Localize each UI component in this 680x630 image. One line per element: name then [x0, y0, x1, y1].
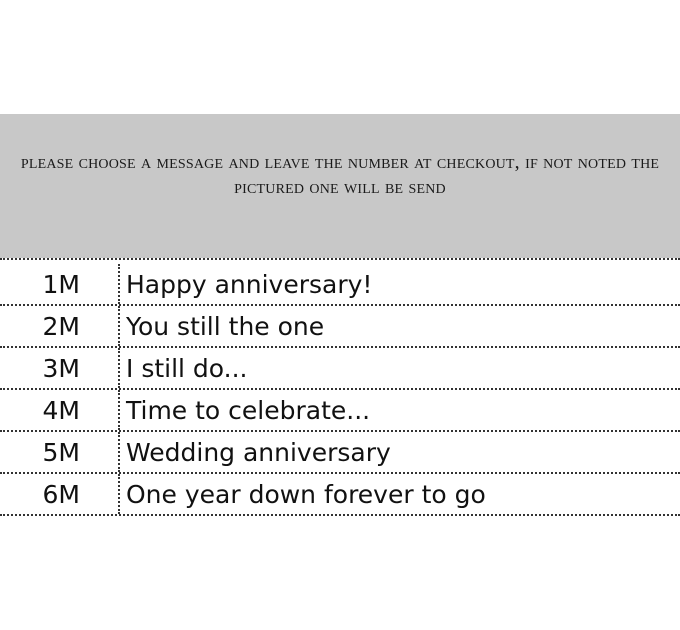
message-row	[0, 348, 680, 390]
message-text: Happy anniversary!	[126, 269, 373, 299]
message-text: One year down forever to go	[126, 479, 486, 509]
message-row	[0, 306, 680, 348]
message-text: Time to celebrate...	[126, 395, 371, 425]
instruction-text: please choose a message and leave the number at checkout, if not noted the pictured one will be send	[20, 151, 660, 198]
message-list	[0, 258, 680, 516]
message-text: You still the one	[126, 311, 325, 341]
instruction-header	[0, 114, 680, 258]
message-options-card	[0, 114, 680, 516]
message-code: 4M	[0, 390, 120, 430]
message-code: 2M	[0, 306, 120, 346]
message-row	[0, 264, 680, 306]
message-code: 3M	[0, 348, 120, 388]
message-row	[0, 432, 680, 474]
message-code: 1M	[0, 264, 120, 304]
message-code: 5M	[0, 432, 120, 472]
message-row	[0, 474, 680, 516]
message-code: 6M	[0, 474, 120, 514]
message-row	[0, 390, 680, 432]
message-text: I still do...	[126, 353, 248, 383]
message-text: Wedding anniversary	[126, 437, 391, 467]
